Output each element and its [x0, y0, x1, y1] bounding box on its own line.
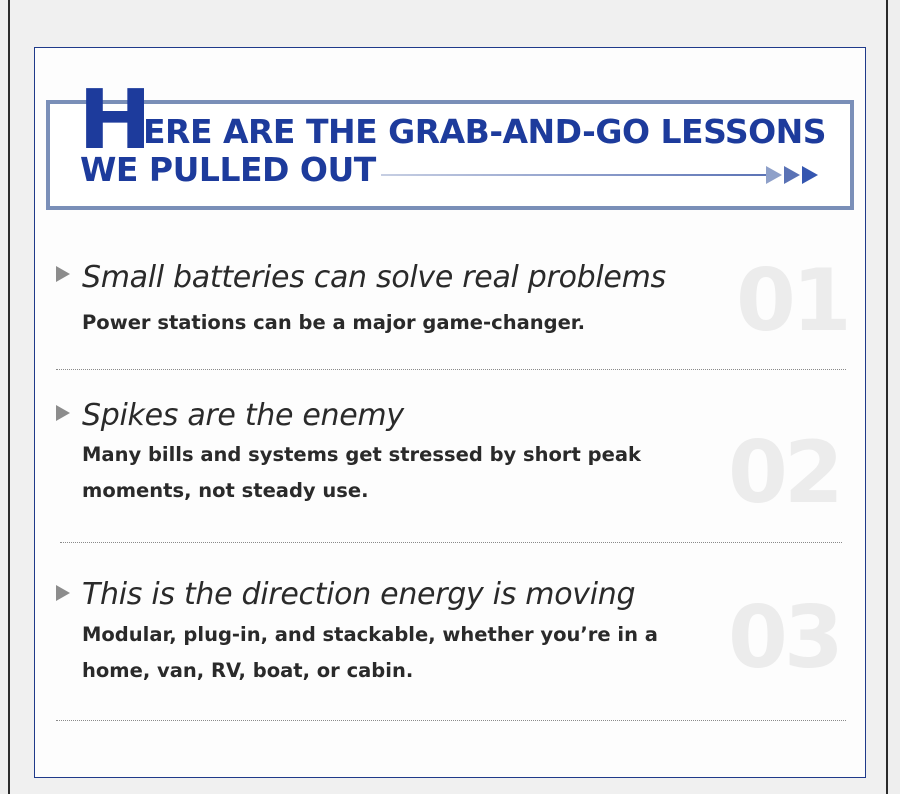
triangle-bullet-icon — [56, 266, 70, 282]
lesson-title: Spikes are the enemy — [82, 398, 404, 433]
lesson-title: This is the direction energy is moving — [82, 577, 636, 612]
triangle-bullet-icon — [56, 405, 70, 421]
lesson-description: Many bills and systems get stressed by short peak moments, not steady use. — [82, 443, 641, 502]
heading-line-1: ERE ARE THE GRAB-AND-GO LESSONS — [143, 112, 827, 151]
divider — [56, 720, 846, 721]
lesson-number: 02 — [728, 423, 840, 523]
lesson-description: Power stations can be a major game-changer. — [82, 311, 586, 334]
divider — [56, 369, 846, 370]
triple-arrow-icon — [766, 164, 826, 186]
heading-initial: H — [78, 73, 153, 168]
triangle-bullet-icon — [56, 585, 70, 601]
lesson-number: 03 — [728, 588, 840, 688]
divider — [60, 542, 842, 543]
lesson-description: Modular, plug-in, and stackable, whether you’re in a home, van, RV, boat, or cabin. — [82, 623, 658, 682]
lesson-number: 01 — [736, 251, 848, 351]
heading-line-2: WE PULLED OUT — [80, 150, 376, 189]
heading-arrow-line — [381, 174, 771, 176]
lesson-title: Small batteries can solve real problems — [82, 260, 666, 295]
